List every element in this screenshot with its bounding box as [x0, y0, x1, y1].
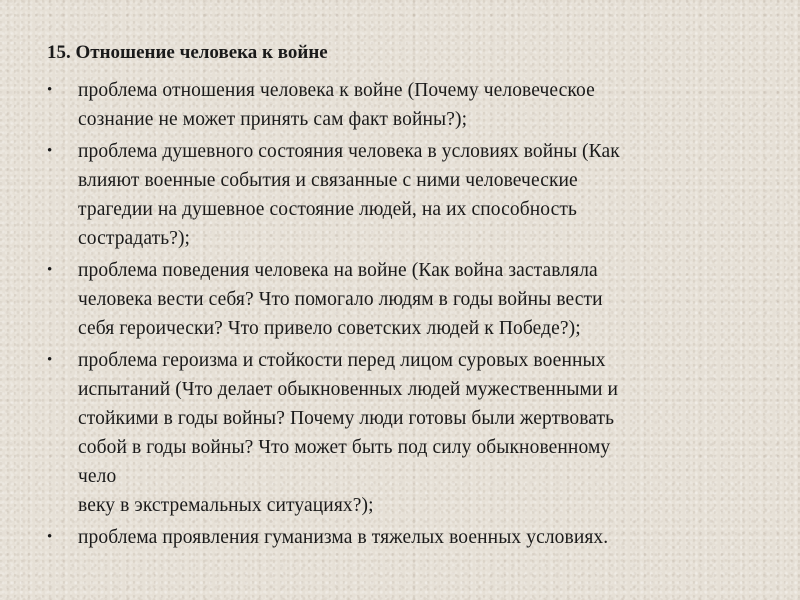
item-text-line: проблема отношения человека к войне (Почему человеческое: [78, 80, 595, 101]
item-text-line: себя героически? Что привело советских людей к Победе?);: [78, 318, 581, 339]
list-item: [47, 137, 767, 253]
bullet-icon: •: [47, 262, 53, 278]
bullet-icon: •: [47, 529, 53, 545]
item-text-line: проблема проявления гуманизма в тяжелых военных условиях.: [78, 527, 609, 548]
list-item: [47, 76, 767, 134]
bullet-list: [47, 76, 767, 555]
bullet-icon: •: [47, 82, 53, 98]
item-text-line: проблема героизма и стойкости перед лицом суровых военных: [78, 350, 606, 371]
item-text-line: веку в экстремальных ситуациях?);: [78, 495, 374, 516]
list-item: [47, 346, 767, 520]
item-text-line: проблема душевного состояния человека в условиях войны (Как: [78, 141, 620, 162]
bullet-icon: •: [47, 143, 53, 159]
item-text-line: человека вести себя? Что помогало людям в годы войны вести: [78, 289, 603, 310]
bullet-icon: •: [47, 352, 53, 368]
item-text-line: проблема поведения человека на войне (Как война заставляла: [78, 260, 598, 281]
list-item: [47, 256, 767, 343]
item-text-line: сознание не может принять сам факт войны?);: [78, 109, 468, 130]
slide-title: 15. Отношение человека к войне: [47, 42, 328, 63]
item-text-line: сострадать?);: [78, 228, 191, 249]
item-text-line: чело: [78, 466, 117, 487]
list-item: [47, 523, 767, 552]
item-text-line: трагедии на душевное состояние людей, на их способность: [78, 199, 577, 220]
item-text-line: стойкими в годы войны? Почему люди готовы были жертвовать: [78, 408, 615, 429]
item-text-line: собой в годы войны? Что может быть под силу обыкновенному: [78, 437, 611, 458]
item-text-line: влияют военные события и связанные с ними человеческие: [78, 170, 578, 191]
item-text-line: испытаний (Что делает обыкновенных людей мужественными и: [78, 379, 619, 400]
